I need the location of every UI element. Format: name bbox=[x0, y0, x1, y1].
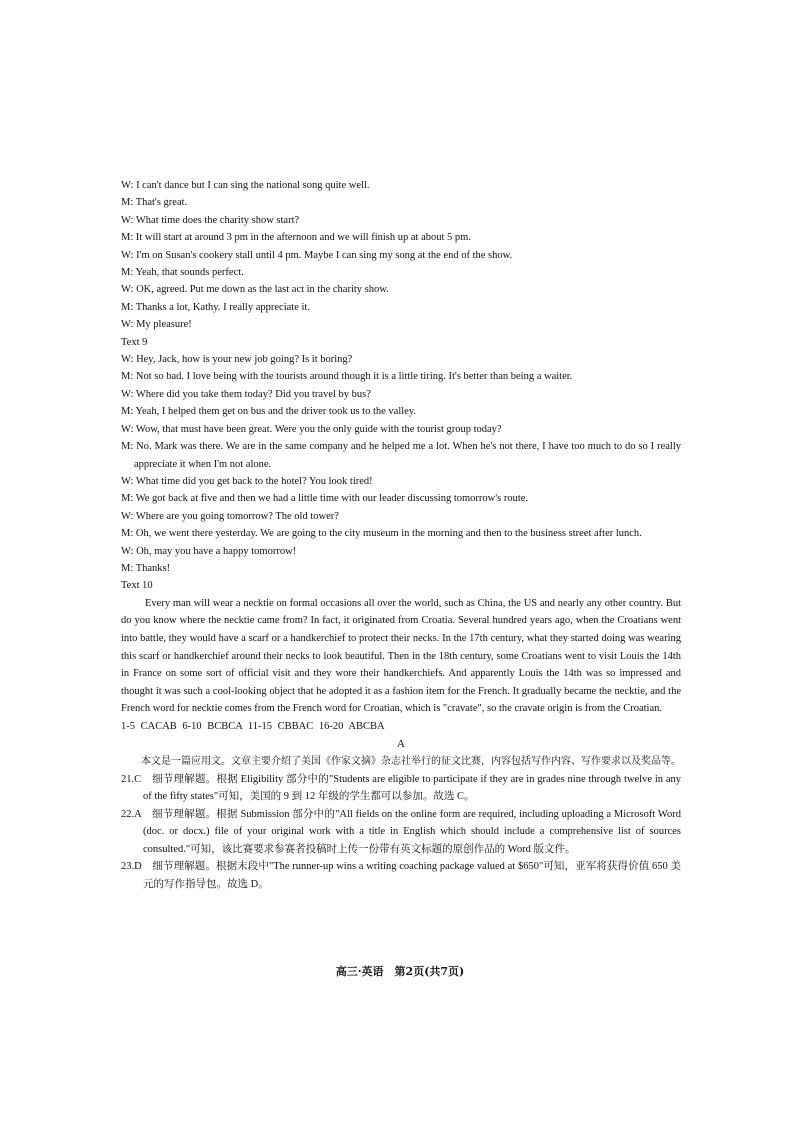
dialogue-line: W: Hey, Jack, how is your new job going? Is it boring? bbox=[121, 354, 353, 366]
text9-heading: Text 9 bbox=[121, 336, 148, 348]
explanation-item: 21.C 细节理解题。根据 Eligibility 部分中的"Students are eligible to participate if they are in grades nine through twelve in any of the fifty states"可知，美国的 9 到 12 年级的学生都可以参加。故选 C。 bbox=[121, 773, 681, 803]
dialogue-line: M: That's great. bbox=[121, 197, 188, 209]
text8-dialogue bbox=[121, 177, 681, 334]
page-footer: 高三·英语 第2页(共7页) bbox=[335, 965, 465, 978]
dialogue-line: M: Oh, we went there yesterday. We are going to the city museum in the morning and then to the business street after lunch. bbox=[121, 528, 642, 540]
dialogue-line: W: Where are you going tomorrow? The old tower? bbox=[121, 510, 339, 522]
text10-heading: Text 10 bbox=[121, 580, 153, 592]
dialogue-line: W: Oh, may you have a happy tomorrow! bbox=[121, 545, 297, 557]
dialogue-line: M: Thanks! bbox=[121, 562, 171, 574]
text10-paragraph: Every man will wear a necktie on formal occasions all over the world, such as China, the US and nearly any other country. But do you know where the necktie came from? In fact, it originated from Croatia. Several hundred years ago, when the Croatians went into battle, they would have a scarf or a handkerchief to protect their necks. In the 17th century, what they started doing was wearing this scarf or handkerchief around their necks to look beautiful. Then in the 18th century, some Croatians went to visit Louis the 14th in France on some sort of official visit and they wore their handkerchiefs. And apparently Louis the 14th was so impressed and thought it was such a cool-looking object that he adopted it as a fashion item for the French. It gradually became the necktie, and the French word for necktie comes from the French word for Croatian, which is "cravate", so the cravate origin is from the Croatian. bbox=[121, 597, 681, 715]
page-content bbox=[121, 177, 681, 893]
explanation-list bbox=[121, 771, 681, 894]
dialogue-line: M: Yeah, that sounds perfect. bbox=[121, 267, 244, 279]
dialogue-line: W: Where did you take them today? Did you travel by bus? bbox=[121, 388, 371, 400]
text9-dialogue bbox=[121, 351, 681, 577]
answer-key: 1-5 CACAB 6-10 BCBCA 11-15 CBBAC 16-20 ABCBA bbox=[121, 720, 385, 732]
dialogue-line: W: I'm on Susan's cookery stall until 4 pm. Maybe I can sing my song at the end of the show. bbox=[121, 249, 513, 261]
section-label: A bbox=[397, 738, 405, 751]
dialogue-line: M: Yeah, I helped them get on bus and the driver took us to the valley. bbox=[121, 406, 417, 418]
dialogue-line: M: No. Mark was there. We are in the same company and he helped me a lot. When he's not there, I have too much to do so I really appreciate it when I'm not alone. bbox=[121, 441, 681, 470]
dialogue-line: M: We got back at five and then we had a little time with our leader discussing tomorrow's route. bbox=[121, 493, 529, 505]
section-intro: 本文是一篇应用文。文章主要介绍了美国《作家文摘》杂志社举行的征文比赛，内容包括写作内容、写作要求以及奖品等。 bbox=[141, 756, 681, 768]
explanation-item: 22.A 细节理解题。根据 Submission 部分中的"All fields on the online form are required, including uploading a Microsoft Word (doc. or docx.) file of your original work with a title in English which should include a comprehensive list of sources consulted."可知，该比赛要求参赛者投稿时上传一份带有英文标题的原创作品的 Word 版文件。 bbox=[121, 808, 681, 855]
dialogue-line: W: My pleasure! bbox=[121, 319, 192, 331]
dialogue-line: M: Thanks a lot, Kathy. I really appreciate it. bbox=[121, 301, 310, 313]
explanation-item: 23.D 细节理解题。根据末段中"The runner-up wins a writing coaching package valued at $650"可知，亚军将获得价值 650 美元的写作指导包。故选 D。 bbox=[121, 861, 681, 890]
dialogue-line: W: What time did you get back to the hotel? You look tired! bbox=[121, 475, 373, 487]
dialogue-line: M: Not so bad. I love being with the tourists around though it is a little tiring. It's better than being a waiter. bbox=[121, 371, 573, 383]
dialogue-line: W: What time does the charity show start? bbox=[121, 214, 300, 226]
dialogue-line: W: I can't dance but I can sing the national song quite well. bbox=[121, 180, 370, 191]
dialogue-line: M: It will start at around 3 pm in the afternoon and we will finish up at about 5 pm. bbox=[121, 232, 471, 244]
dialogue-line: W: Wow, that must have been great. Were you the only guide with the tourist group today? bbox=[121, 423, 502, 435]
dialogue-line: W: OK, agreed. Put me down as the last act in the charity show. bbox=[121, 284, 389, 296]
